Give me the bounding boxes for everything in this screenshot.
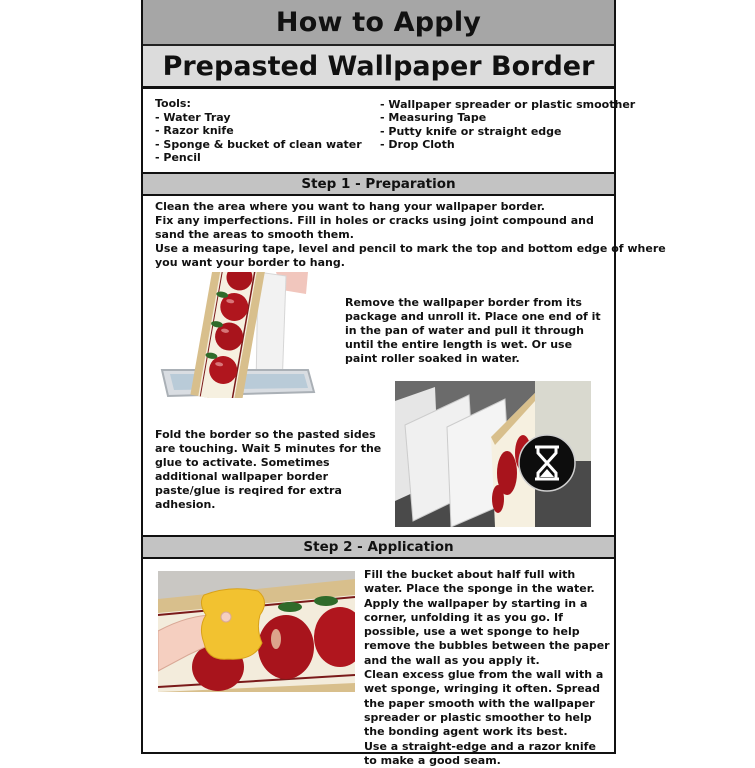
- instruction-sheet: [141, 0, 666, 767]
- step2-paragraph: Use a straight-edge and a razor knife to make a good seam.: [364, 739, 596, 767]
- step1-intro: [155, 200, 666, 270]
- intro-line: Use a measuring tape, level and pencil to mark the top and bottom edge of where: [155, 242, 666, 255]
- tool-item: - Drop Cloth: [380, 138, 455, 151]
- tools-column-right: [380, 97, 636, 165]
- step2-title: Step 2 - Application: [303, 539, 454, 555]
- tool-item: - Razor knife: [155, 124, 234, 137]
- tool-item: - Measuring Tape: [380, 111, 487, 124]
- page-title: How to Apply: [275, 6, 482, 38]
- step2-header: [143, 535, 614, 559]
- tools-column-left: [155, 111, 380, 165]
- step2-paragraph: Fill the bucket about half full with water. Place the sponge in the water. Apply the wallpaper by starting in a corner, unfolding it as you go. If possible, use a wet sponge to help remove the bubbles between the paper and the wall as you apply it.: [364, 568, 610, 667]
- tool-item: - Putty knife or straight edge: [380, 124, 562, 138]
- tool-item: - Wallpaper spreader or plastic smoother: [380, 97, 636, 111]
- intro-line: sand the areas to smooth them.: [155, 228, 354, 241]
- step1-soak-text: Remove the wallpaper border from its package and unroll it. Place one end of it in the pan of water and pull it through until the entire length is wet. Or use paint roller soaked in water.: [345, 296, 601, 365]
- tool-item: - Sponge & bucket of clean water: [155, 137, 362, 151]
- step2-instructions: [364, 568, 612, 768]
- fold-image: [395, 381, 591, 527]
- tray-illustration: [158, 272, 318, 398]
- tray-image: [158, 272, 318, 398]
- tools-list: [155, 97, 636, 165]
- step1-fold-text: Fold the border so the pasted sides are touching. Wait 5 minutes for the glue to activate. Sometimes additional wallpaper border paste/glue is reqired for extra adhesion.: [155, 428, 382, 511]
- intro-line: you want your border to hang.: [155, 256, 345, 269]
- page-subtitle: Prepasted Wallpaper Border: [162, 50, 595, 82]
- intro-line: Fix any imperfections. Fill in holes or cracks using joint compound and: [155, 214, 594, 227]
- subtitle-bar: [143, 46, 614, 89]
- fold-illustration: [395, 381, 591, 527]
- tool-item: - Water Tray: [155, 110, 231, 124]
- title-bar: [143, 0, 614, 46]
- tools-label: Tools:: [155, 97, 191, 110]
- sponge-illustration: [158, 571, 355, 692]
- tool-item: - Pencil: [155, 151, 201, 164]
- step1-header: [143, 172, 614, 196]
- intro-line: Clean the area where you want to hang your wallpaper border.: [155, 200, 545, 213]
- sponge-image: [158, 571, 355, 692]
- step2-paragraph: Clean excess glue from the wall with a wet sponge, wringing it often. Spread the paper smooth with the wallpaper spreader or plastic smoother to help the bonding agent work its best.: [364, 668, 604, 739]
- step1-title: Step 1 - Preparation: [301, 176, 456, 192]
